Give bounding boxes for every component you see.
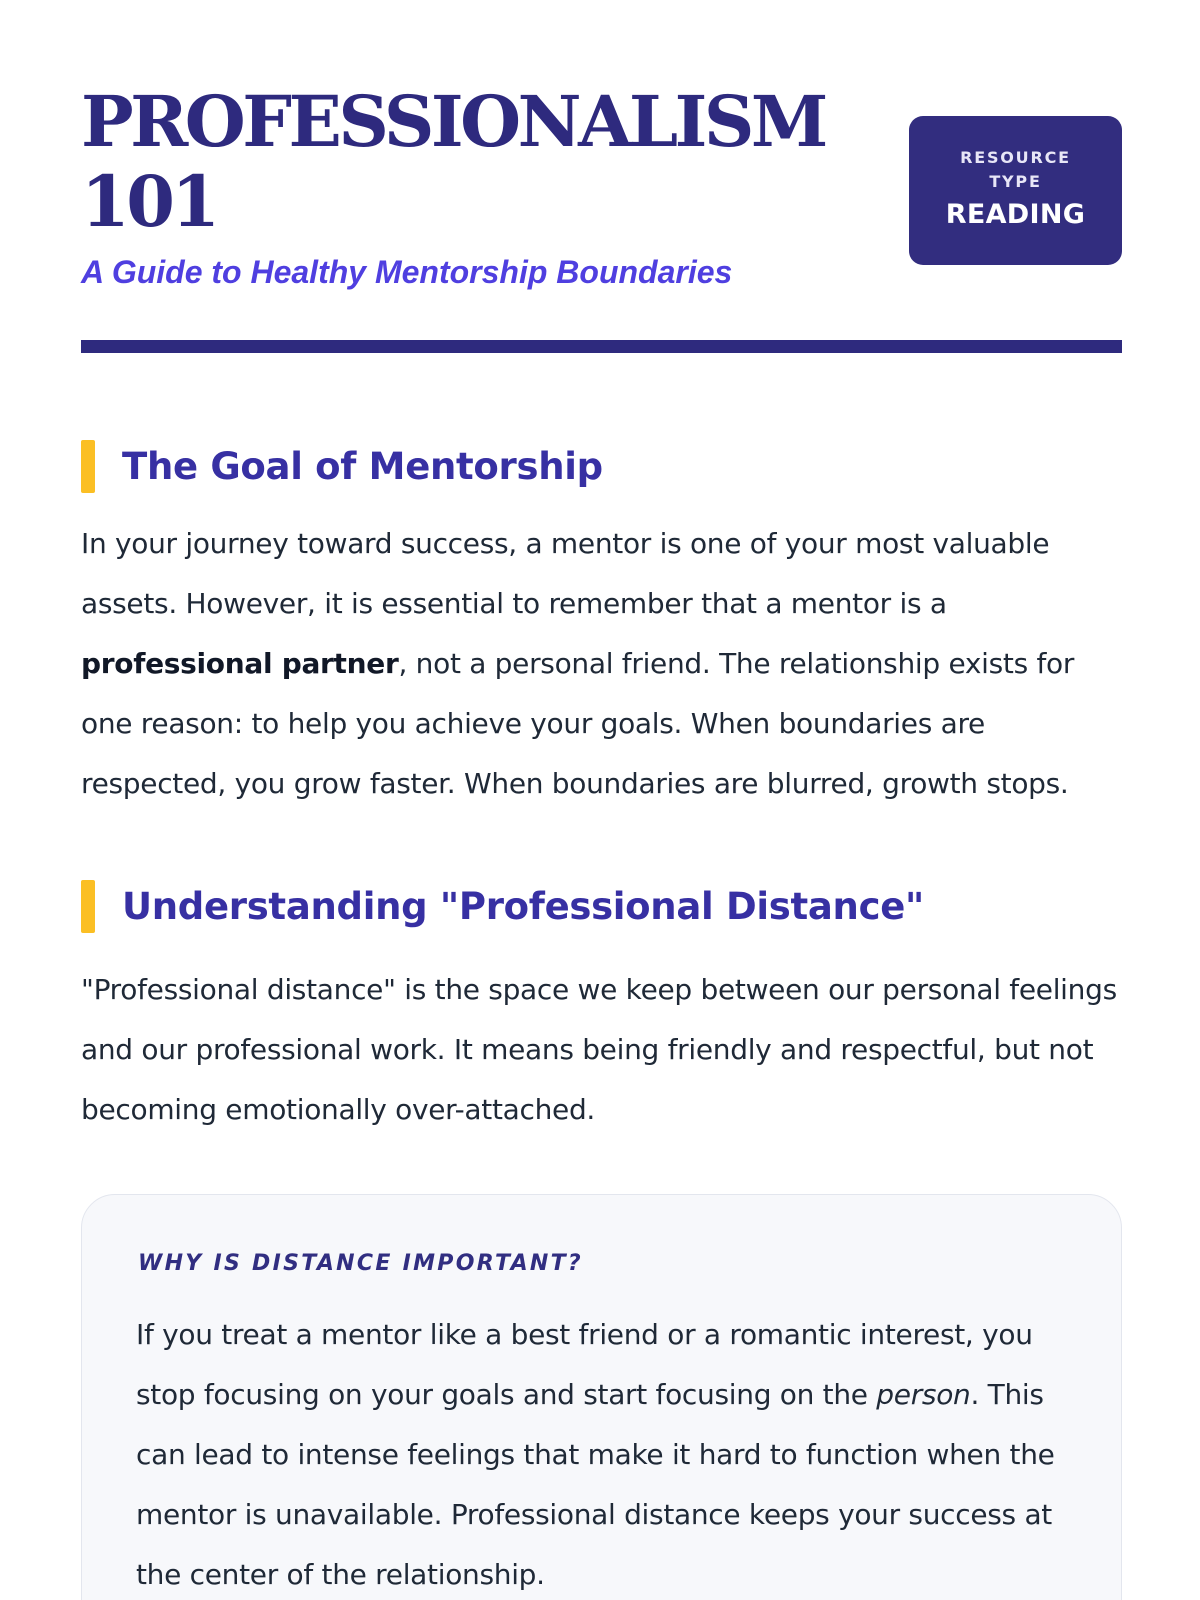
callout-title: WHY IS DISTANCE IMPORTANT? bbox=[138, 1251, 583, 1276]
heading-accent-bar bbox=[81, 440, 95, 493]
document-header bbox=[81, 82, 1122, 312]
body-text: , not a personal friend. The relationship exists for one reason: to help you achieve your goals. When boundaries are respected, you grow faster. When boundaries are blurred, growth stops. bbox=[81, 647, 1075, 800]
section-title: Understanding "Professional Distance" bbox=[122, 885, 924, 928]
section-title: The Goal of Mentorship bbox=[122, 445, 603, 488]
section-heading-goal bbox=[81, 440, 1122, 493]
callout-text bbox=[136, 1305, 1076, 1600]
header-divider bbox=[81, 340, 1122, 353]
badge-label: RESOURCE TYPE bbox=[960, 148, 1071, 191]
section-heading-distance bbox=[81, 880, 1122, 933]
heading-accent-bar bbox=[81, 880, 95, 933]
callout-text-part: . This can lead to intense feelings that make it hard to function when the mentor is unavailable. Professional distance keeps your success at the center of the relationship. bbox=[136, 1378, 1055, 1591]
badge-value: READING bbox=[945, 199, 1086, 230]
callout-box bbox=[81, 1194, 1122, 1600]
callout-emphasis: person bbox=[876, 1378, 971, 1411]
section-body-distance: "Professional distance" is the space we keep between our personal feelings and our professional work. It means being friendly and respectful, but not becoming emotionally over-attached. bbox=[81, 973, 1117, 1126]
body-text: In your journey toward success, a mentor is one of your most valuable assets. However, it is essential to remember that a mentor is a bbox=[81, 527, 1050, 620]
document-page bbox=[81, 0, 1122, 1600]
callout-text-part: If you treat a mentor like a best friend or a romantic interest, you stop focusing on your goals and start focusing on the bbox=[136, 1318, 1033, 1411]
body-emphasis: professional partner bbox=[81, 647, 399, 680]
resource-type-badge bbox=[909, 116, 1122, 265]
page-title: PROFESSIONALISM 101 bbox=[81, 80, 825, 243]
page-subtitle: A Guide to Healthy Mentorship Boundaries bbox=[81, 254, 733, 290]
section-body-goal bbox=[81, 514, 1122, 814]
